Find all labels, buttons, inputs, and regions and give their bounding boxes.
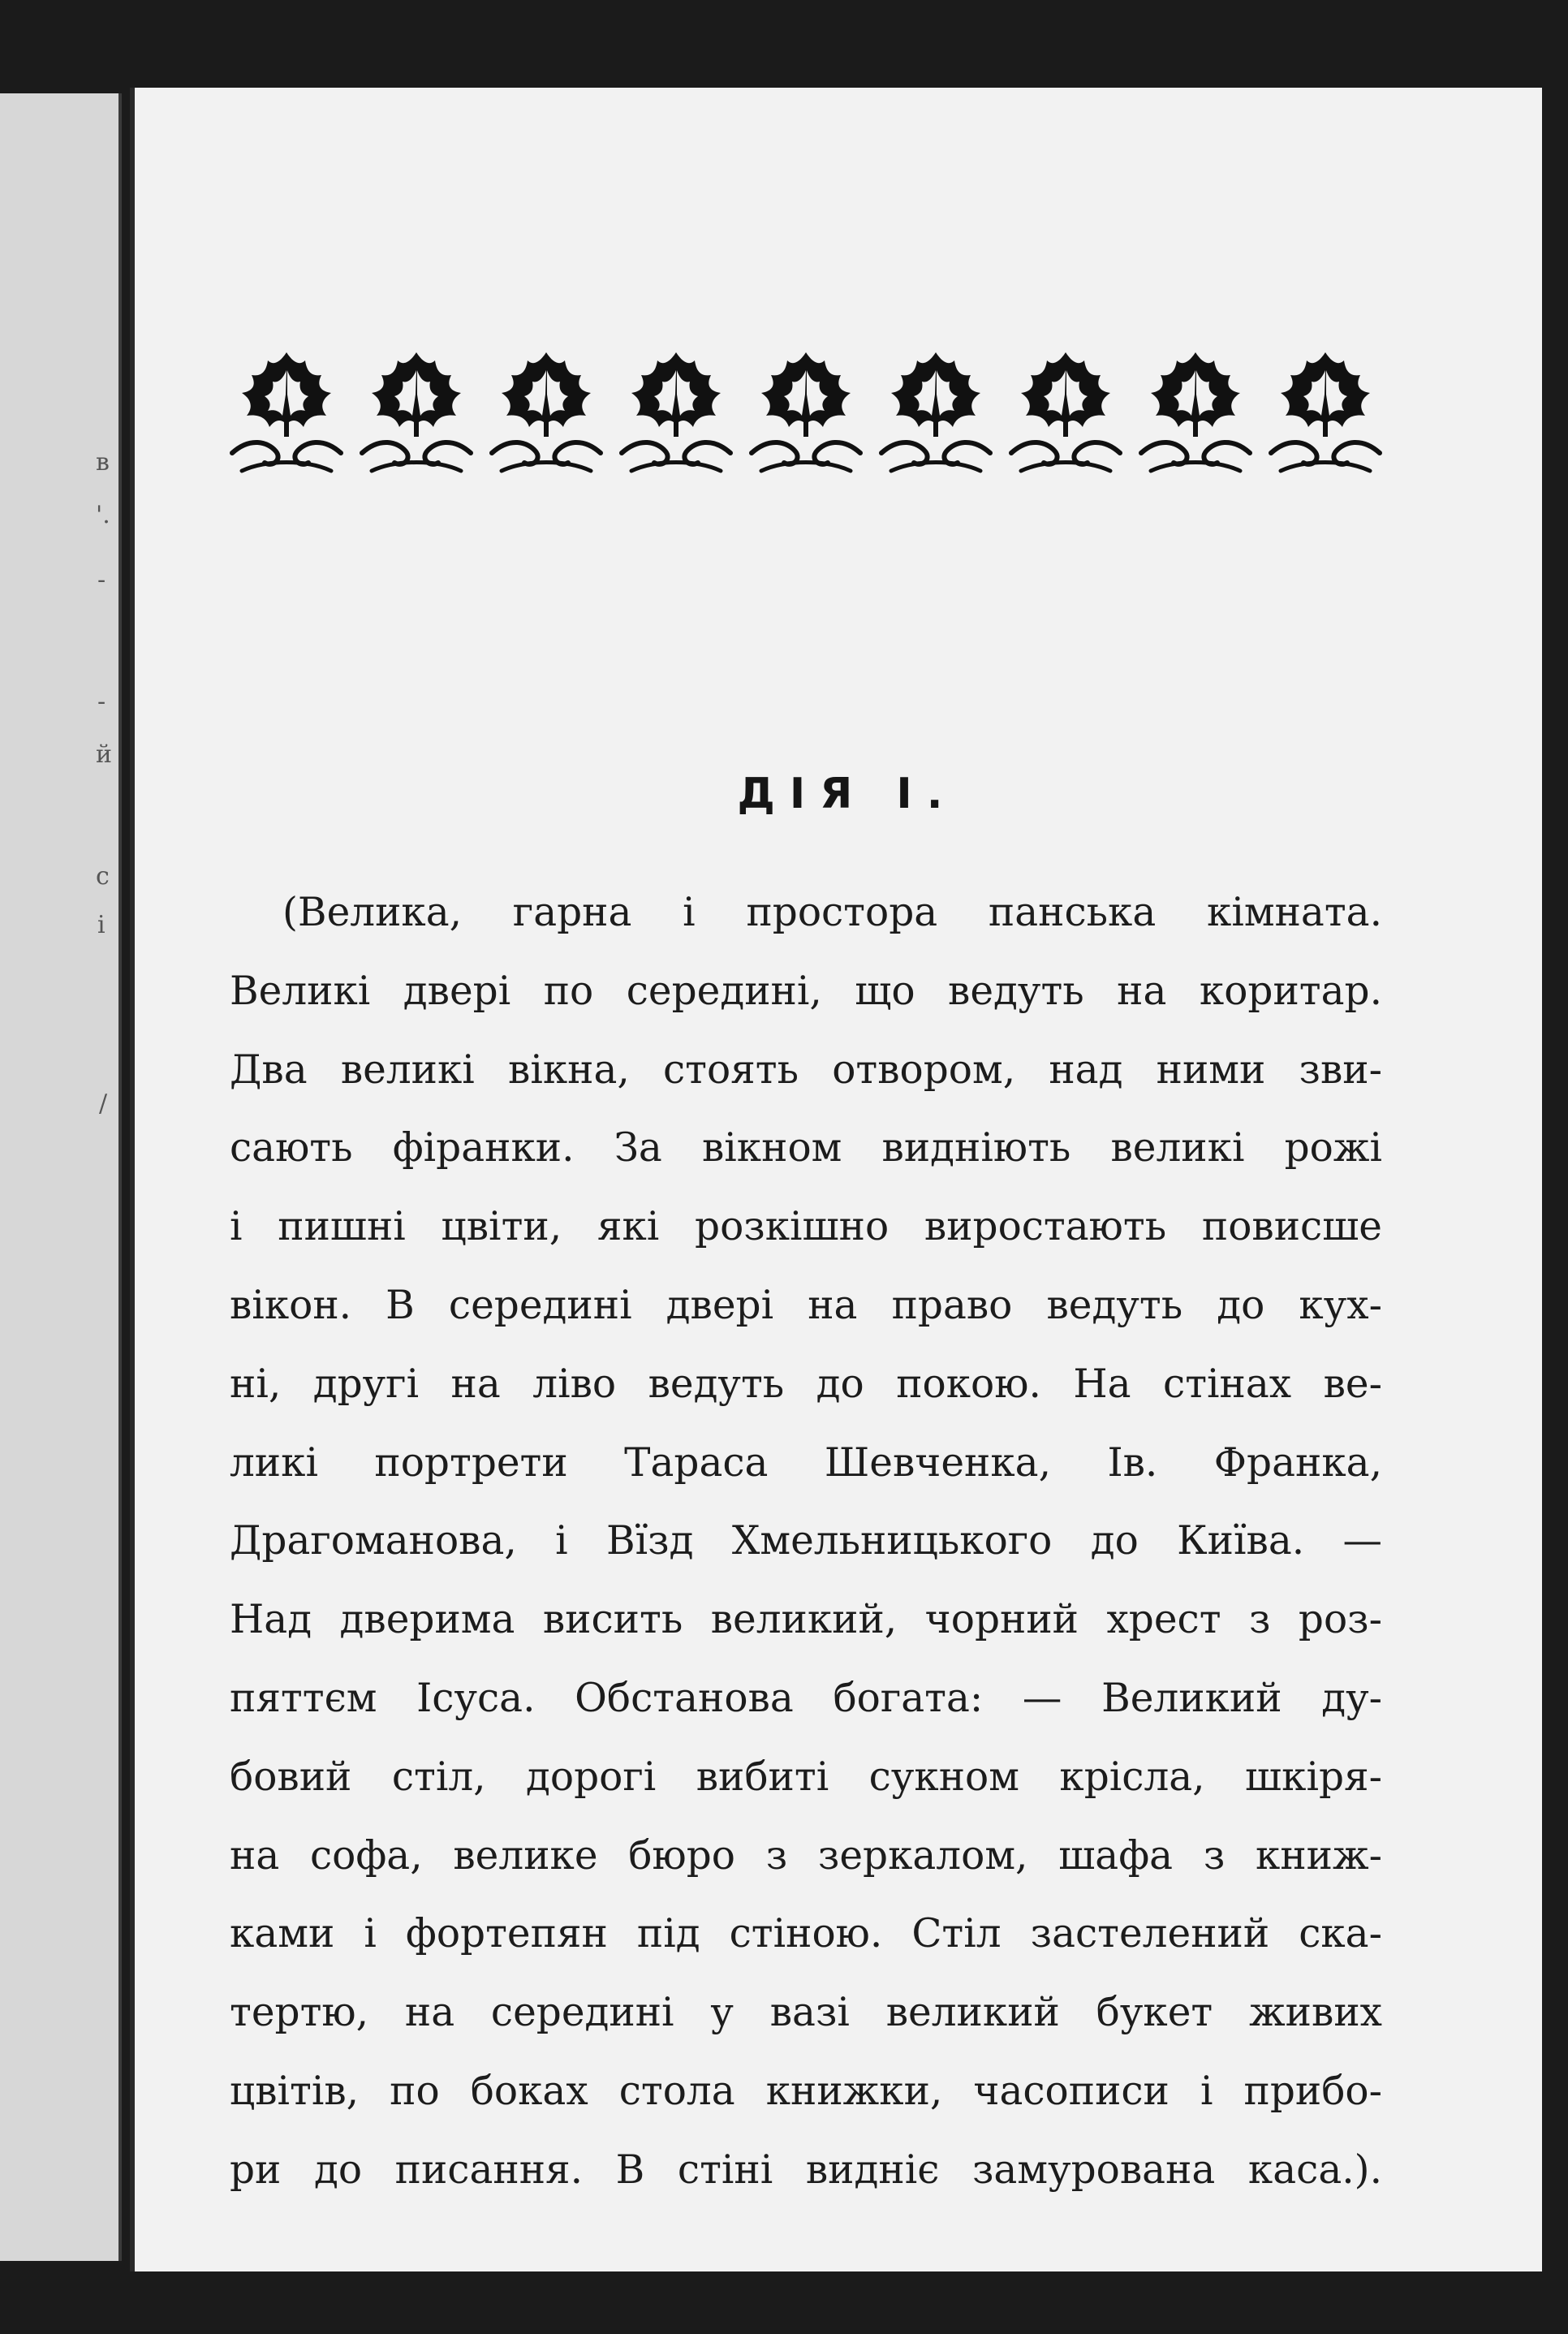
stage-direction-line: ні, другі на ліво ведуть до покою. На стінах ве- [230,1361,1382,1407]
act-heading: ДІЯ І. [737,770,958,818]
margin-fragment: - [97,566,106,594]
stage-direction [230,874,1382,2210]
stage-direction-line: (Велика, гарна і простора панська кімната. [282,890,1382,935]
maple-leaf-swirl-icon [485,346,607,484]
maple-leaf-swirl-icon [615,346,737,484]
stage-direction-line: ри до писання. В стіні видніє замурована каса.). [230,2146,1382,2193]
margin-fragment: й [96,740,112,769]
maple-leaf-swirl-icon [1264,346,1386,484]
stage-direction-line: на софа, велике бюро з зеркалом, шафа з книж- [230,1832,1382,1879]
stage-direction-line: Великі двері по середині, що ведуть на коритар. [230,968,1382,1014]
maple-leaf-swirl-icon [1135,346,1256,484]
stage-direction-line: цвітів, по боках стола книжки, часописи і прибо- [230,2068,1382,2114]
ornamental-header-band [226,346,1394,484]
stage-direction-line: ками і фортепян під стіною. Стіл застелений ска- [230,1911,1382,1957]
margin-fragment: і [97,911,106,939]
stage-direction-line: сають фіранки. За вікном видніють великі рожі [230,1125,1382,1171]
maple-leaf-swirl-icon [875,346,997,484]
stage-direction-line: Два великі вікна, стоять отвором, над ними зви- [230,1046,1382,1093]
stage-direction-line: бовий стіл, дорогі вибиті сукном крісла, шкіря- [230,1754,1382,1800]
margin-fragment: с [96,862,110,891]
maple-leaf-swirl-icon [1005,346,1126,484]
stage-direction-line: Драгоманова, і Вїзд Хмельницького до Київа. — [230,1518,1382,1564]
maple-leaf-swirl-icon [355,346,477,484]
stage-direction-line: тертю, на середині у вазі великий букет живих [230,1990,1382,2036]
book-page [130,88,1542,2271]
facing-page-fragment [0,93,122,2261]
stage-direction-line: вікон. В середині двері на право ведуть до кух- [230,1282,1382,1328]
margin-fragment: / [99,1089,108,1118]
stage-direction-line: і пишні цвіти, які розкішно виростають повисше [230,1204,1382,1250]
margin-fragment: в [96,448,110,477]
margin-fragment: '. [96,501,110,529]
margin-fragment: - [97,688,106,716]
maple-leaf-swirl-icon [745,346,867,484]
maple-leaf-swirl-icon [226,346,347,484]
stage-direction-line: пяттєм Ісуса. Обстанова богата: — Великий ду- [230,1675,1382,1721]
stage-direction-line: Над дверима висить великий, чорний хрест з роз- [230,1597,1382,1643]
stage-direction-line: ликі портрети Тараса Шевченка, Ів. Франка, [230,1439,1382,1486]
